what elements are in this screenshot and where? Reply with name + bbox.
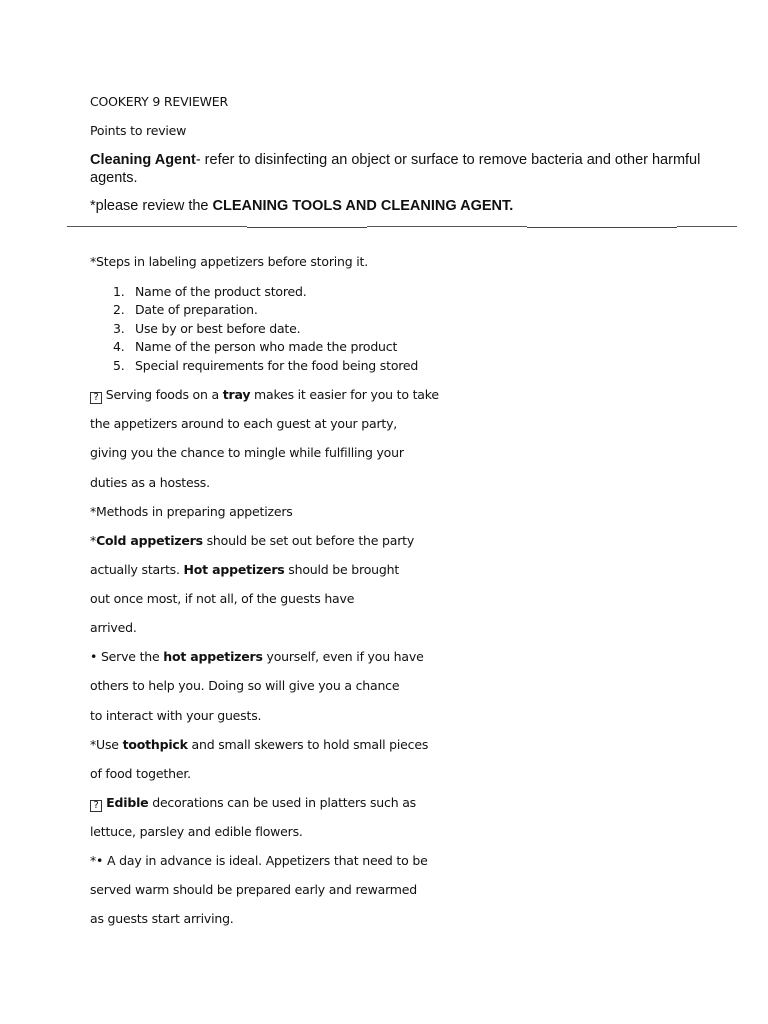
definition-line-2: agents. [90,170,138,186]
missing-glyph-icon: ? [90,800,102,812]
tray-line-1 [90,387,439,404]
cold-appetizers-keyword: Cold appetizers [96,533,203,548]
serve-line-2: others to help you. Doing so will give you a chance [90,678,400,693]
definition-line-1 [90,152,700,168]
tray-text-pre: Serving foods on a [102,387,223,402]
edible-keyword: Edible [102,795,149,810]
definition-text-1: - refer to disinfecting an object or surface to remove bacteria and other harmful [195,152,701,168]
list-item [113,358,418,373]
edible-line-1 [90,795,416,812]
toothpick-text-pre: *Use [90,737,123,752]
edible-text-post: decorations can be used in platters such as [148,795,416,810]
methods-text-1: should be set out before the party [202,533,415,548]
list-item [113,284,307,299]
serve-text-post: yourself, even if you have [262,649,424,664]
tray-line-4: duties as a hostess. [90,475,210,490]
methods-asterisk: * [90,533,97,548]
edible-line-2: lettuce, parsley and edible flowers. [90,824,303,839]
tray-keyword: tray [222,387,251,402]
serve-text-pre: • Serve the [90,649,164,664]
document-subtitle: Points to review [90,123,187,138]
advance-line-1: *• A day in advance is ideal. Appetizers that need to be [90,853,428,868]
list-item-text: Name of the product stored. [135,284,307,299]
hot-appetizers-keyword: Hot appetizers [183,562,285,577]
document-title: COOKERY 9 REVIEWER [90,94,228,109]
missing-glyph-icon: ? [90,392,102,404]
list-item-number: 2. [113,302,125,317]
methods-text-2-pre: actually starts. [90,562,184,577]
list-item [113,302,258,317]
list-item-text: Use by or best before date. [135,321,301,336]
toothpick-text-post: and small skewers to hold small pieces [187,737,429,752]
tray-line-3: giving you the chance to mingle while fulfilling your [90,445,404,460]
serve-keyword: hot appetizers [163,649,263,664]
definition-term: Cleaning Agent [90,152,196,168]
list-item [113,321,300,336]
methods-line-3: out once most, if not all, of the guests have [90,591,355,606]
toothpick-keyword: toothpick [122,737,188,752]
methods-heading: *Methods in preparing appetizers [90,504,293,519]
advance-line-3: as guests start arriving. [90,911,234,926]
list-item-number: 1. [113,284,125,299]
serve-line-3: to interact with your guests. [90,708,262,723]
labeling-intro: *Steps in labeling appetizers before storing it. [90,254,369,269]
toothpick-line-1 [90,737,428,752]
list-item-text: Date of preparation. [135,302,258,317]
horizontal-divider [67,226,737,228]
list-item-number: 5. [113,358,125,373]
list-item-number: 3. [113,321,125,336]
methods-line-2 [90,562,399,577]
serve-line-1 [90,649,424,664]
list-item-text: Special requirements for the food being stored [135,358,419,373]
methods-line-1 [90,533,414,548]
review-note-emphasis: CLEANING TOOLS AND CLEANING AGENT. [212,198,514,214]
list-item-text: Name of the person who made the product [135,339,398,354]
methods-line-4: arrived. [90,620,137,635]
review-note-prefix: *please review the [90,198,213,214]
toothpick-line-2: of food together. [90,766,191,781]
tray-line-2: the appetizers around to each guest at your party, [90,416,398,431]
list-item [113,339,397,354]
tray-text-post: makes it easier for you to take [250,387,439,402]
methods-text-2-post: should be brought [284,562,400,577]
list-item-number: 4. [113,339,125,354]
review-note [90,198,513,214]
advance-line-2: served warm should be prepared early and rewarmed [90,882,418,897]
